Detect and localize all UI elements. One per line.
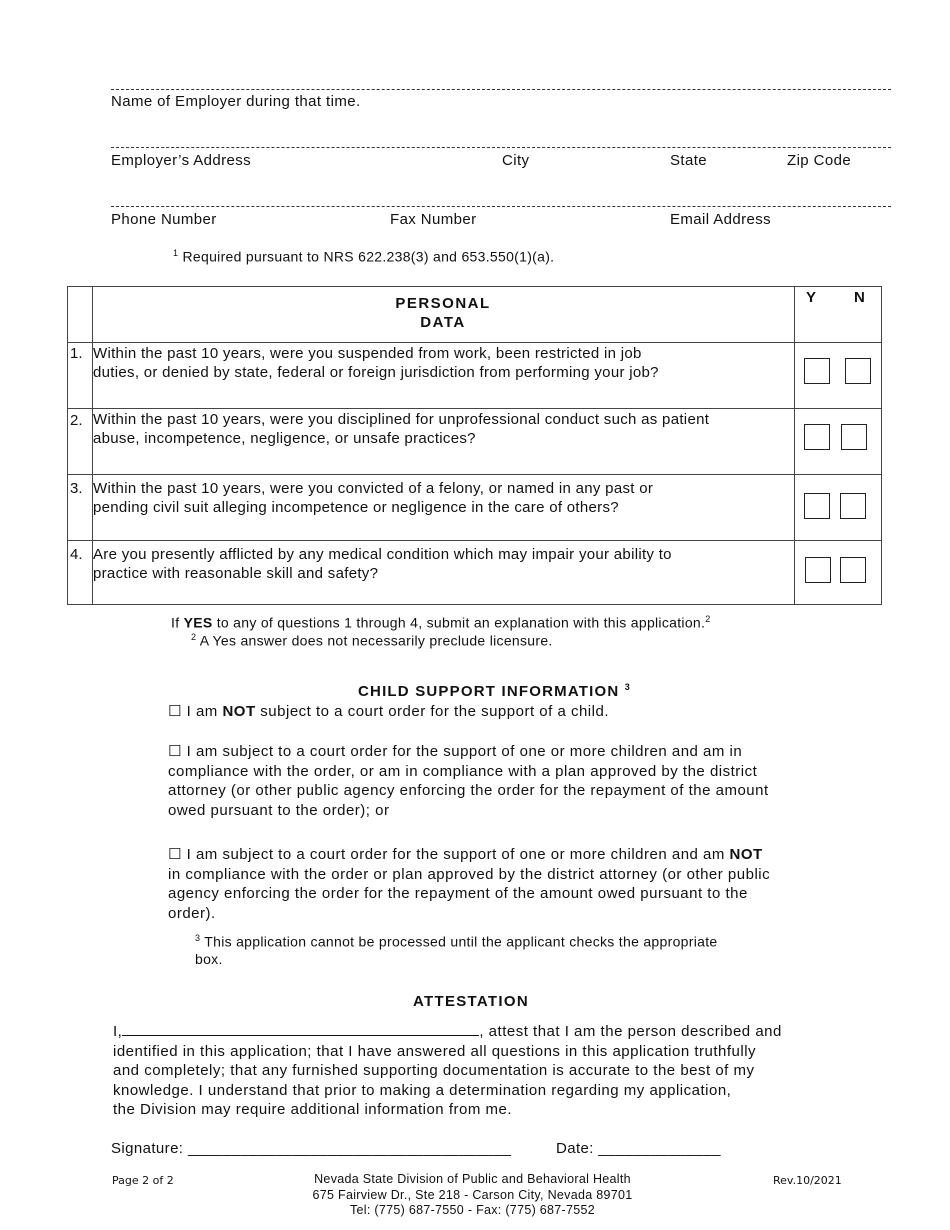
option-3-checkbox-icon[interactable]: ☐ [168,846,182,863]
column-yes-label: Y [806,289,818,306]
employer-address-line[interactable] [111,147,891,148]
question-1-number: 1. [70,345,83,362]
option-3-line2: in compliance with the order or plan approved by the district attorney (or other public [168,865,771,883]
option-2-line1: I am subject to a court order for the support of one or more children and am in [181,743,743,760]
note-rest: to any of questions 1 through 4, submit an explanation with this application. [212,614,706,631]
child-support-title-mark: 3 [624,682,631,692]
personal-data-header-line2: DATA [420,314,466,331]
question-2-yes-checkbox[interactable] [804,424,830,450]
question-3-number: 3. [70,480,83,497]
question-4-line2: practice with reasonable skill and safety? [93,565,379,582]
column-no-label: N [854,289,867,306]
question-3-line1: Within the past 10 years, were you convicted of a felony, or named in any past or [93,480,654,497]
question-4-number: 4. [70,546,83,563]
option-2-line4: owed pursuant to the order); or [168,801,390,819]
table-header-divider [68,342,881,343]
question-1-no-checkbox[interactable] [845,358,871,384]
revision-date: Rev.10/2021 [773,1174,842,1187]
question-1-line2: duties, or denied by state, federal or foreign jurisdiction from performing your job? [93,364,659,381]
footnote-2-mark: 2 [191,632,197,642]
option-1-checkbox-icon[interactable]: ☐ [168,703,182,720]
footnote-1-text: Required pursuant to NRS 622.238(3) and 653.550(1)(a). [182,248,555,265]
child-support-title-text: CHILD SUPPORT INFORMATION [358,683,620,700]
note-prefix: If [171,614,184,631]
attestation-line3: and completely; that any furnished supporting documentation is accurate to the best of my [113,1062,755,1079]
option-3-line4: order). [168,904,216,922]
personal-data-table [67,286,882,605]
question-4-yes-checkbox[interactable] [805,557,831,583]
option-3-line1: I am subject to a court order for the support of one or more children and am [181,846,730,863]
fax-number-label: Fax Number [390,211,477,228]
footer-address: 675 Fairview Dr., Ste 218 - Carson City, Nevada 89701 [312,1187,633,1202]
option-2-line3: attorney (or other public agency enforcing the order for the repayment of the amount [168,782,769,799]
option-1-text-post: subject to a court order for the support of a child. [255,703,609,720]
footnote-1-mark: 1 [173,248,179,258]
signature-field[interactable]: Signature: _____________________________________ [111,1140,512,1157]
note-yes-bold: YES [183,614,213,631]
table-row-divider [68,474,881,475]
footer-org: Nevada State Division of Public and Behavioral Health [314,1172,631,1186]
footnote-3-line2: box. [195,950,223,967]
question-3-yes-checkbox[interactable] [804,493,830,519]
question-2-text [93,410,795,448]
employer-address-label: Employer’s Address [111,152,252,169]
child-support-option-2[interactable] [168,742,868,820]
table-row-divider [68,540,881,541]
option-3-not-bold: NOT [729,846,763,863]
attestation-name-field[interactable] [122,1021,479,1036]
footnote-3-line1: This application cannot be processed until the applicant checks the appropriate [204,933,718,950]
footnote-3 [195,930,795,968]
personal-data-header [93,294,793,332]
date-field[interactable]: Date: ______________ [556,1140,721,1157]
attestation-line5: the Division may require additional information from me. [113,1101,512,1118]
child-support-title [358,682,631,700]
note-footnote-mark: 2 [705,614,711,624]
question-1-yes-checkbox[interactable] [804,358,830,384]
attestation-line1-rest: , attest that I am the person described and [479,1023,782,1040]
question-2-number: 2. [70,412,83,429]
question-1-line1: Within the past 10 years, were you suspended from work, been restricted in job [93,345,642,362]
attestation-prefix: I, [113,1023,123,1040]
attestation-line4: knowledge. I understand that prior to making a determination regarding my application, [113,1081,732,1099]
personal-data-header-line1: PERSONAL [395,295,491,312]
question-4-text [93,545,793,583]
footnote-3-mark: 3 [195,933,201,943]
footer-phones: Tel: (775) 687-7550 - Fax: (775) 687-7552 [349,1203,596,1217]
page-number: Page 2 of 2 [112,1174,174,1187]
employer-name-line[interactable] [111,89,891,90]
phone-number-label: Phone Number [111,211,217,228]
employer-name-label: Name of Employer during that time. [111,93,361,110]
child-support-option-3[interactable] [168,845,868,923]
contact-line[interactable] [111,206,891,207]
attestation-line2: identified in this application; that I have answered all questions in this application truthfully [113,1042,757,1060]
question-4-line1: Are you presently afflicted by any medical condition which may impair your ability to [93,546,672,563]
option-2-line2: compliance with the order, or am in compliance with a plan approved by the district [168,762,758,780]
option-1-not-bold: NOT [222,703,256,720]
question-3-line2: pending civil suit alleging incompetence or negligence in the care of others? [93,499,619,516]
attestation-title: ATTESTATION [413,993,529,1010]
zip-code-label: Zip Code [787,152,852,169]
child-support-option-1[interactable] [168,702,609,722]
question-2-no-checkbox[interactable] [841,424,867,450]
option-3-line3: agency enforcing the order for the repayment of the amount owed pursuant to the [168,885,748,902]
footnote-2-text: A Yes answer does not necessarily preclude licensure. [199,632,553,649]
question-2-line2: abuse, incompetence, negligence, or unsafe practices? [93,430,476,447]
email-address-label: Email Address [670,211,772,228]
yes-explanation-note [171,614,711,631]
attestation-text [113,1021,853,1120]
question-2-line1: Within the past 10 years, were you disciplined for unprofessional conduct such as patient [93,411,710,428]
footnote-2 [191,632,553,649]
footer-address-block [270,1172,675,1219]
option-1-text-pre: I am [181,703,223,720]
footnote-1 [173,248,554,265]
question-4-no-checkbox[interactable] [840,557,866,583]
city-label: City [502,152,530,169]
option-2-checkbox-icon[interactable]: ☐ [168,743,182,760]
question-3-text [93,479,793,517]
table-row-divider [68,408,881,409]
question-3-no-checkbox[interactable] [840,493,866,519]
question-1-text [93,344,793,382]
state-label: State [670,152,708,169]
